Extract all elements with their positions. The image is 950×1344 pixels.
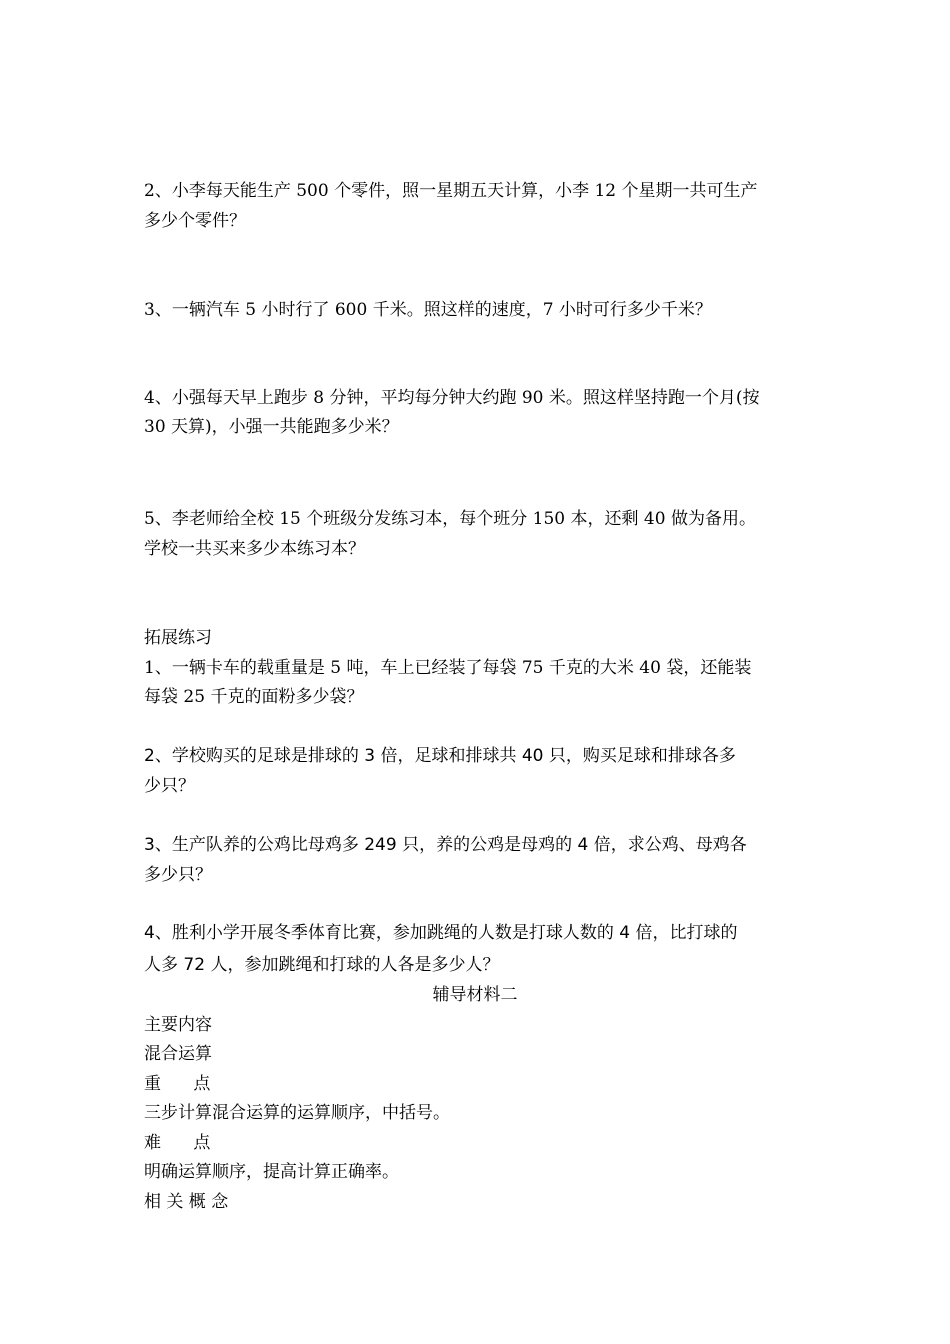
problem-2-line-2: 多少个零件？ xyxy=(144,211,246,231)
main-content-label: 主要内容 xyxy=(144,1015,212,1035)
extension-2-line-1: 2、学校购买的足球是排球的 3 倍，足球和排球共 40 只，购买足球和排球各多 xyxy=(144,746,736,766)
extension-2-line-2: 少只？ xyxy=(144,776,195,796)
problem-4-line-1: 4、小强每天早上跑步 8 分钟，平均每分钟大约跑 90 米。照这样坚持跑一个月(按 xyxy=(144,388,760,408)
problem-5-line-1: 5、李老师给全校 15 个班级分发练习本，每个班分 150 本，还剩 40 做为备用。 xyxy=(144,509,756,529)
difficulty-text: 明确运算顺序，提高计算正确率。 xyxy=(144,1162,399,1182)
extension-3-line-1: 3、生产队养的公鸡比母鸡多 249 只，养的公鸡是母鸡的 4 倍，求公鸡、母鸡各 xyxy=(144,835,747,855)
extension-3-line-2: 多少只？ xyxy=(144,865,212,885)
problem-3-line-1: 3、一辆汽车 5 小时行了 600 千米。照这样的速度，7 小时可行多少千米？ xyxy=(144,300,712,320)
problem-2-line-1: 2、小李每天能生产 500 个零件，照一星期五天计算，小李 12 个星期一共可生产 xyxy=(144,181,758,201)
main-content-text: 混合运算 xyxy=(144,1044,212,1064)
related-concepts-label: 相 关 概 念 xyxy=(144,1192,229,1212)
extension-1-line-2: 每袋 25 千克的面粉多少袋？ xyxy=(144,687,364,707)
key-points-label: 重 点 xyxy=(144,1074,211,1094)
problem-4-line-2: 30 天算)，小强一共能跑多少米？ xyxy=(144,417,399,437)
difficulty-label: 难 点 xyxy=(144,1133,211,1153)
extension-heading: 拓展练习 xyxy=(144,628,212,648)
material-title: 辅导材料二 xyxy=(432,985,518,1005)
extension-1-line-1: 1、一辆卡车的载重量是 5 吨，车上已经装了每袋 75 千克的大米 40 袋，还能装 xyxy=(144,658,752,678)
extension-4-line-1: 4、胜利小学开展冬季体育比赛，参加跳绳的人数是打球人数的 4 倍，比打球的 xyxy=(144,923,738,943)
key-points-text: 三步计算混合运算的运算顺序，中括号。 xyxy=(144,1103,450,1123)
problem-5-line-2: 学校一共买来多少本练习本？ xyxy=(144,539,365,559)
extension-4-line-2: 人多 72 人，参加跳绳和打球的人各是多少人？ xyxy=(144,955,500,975)
